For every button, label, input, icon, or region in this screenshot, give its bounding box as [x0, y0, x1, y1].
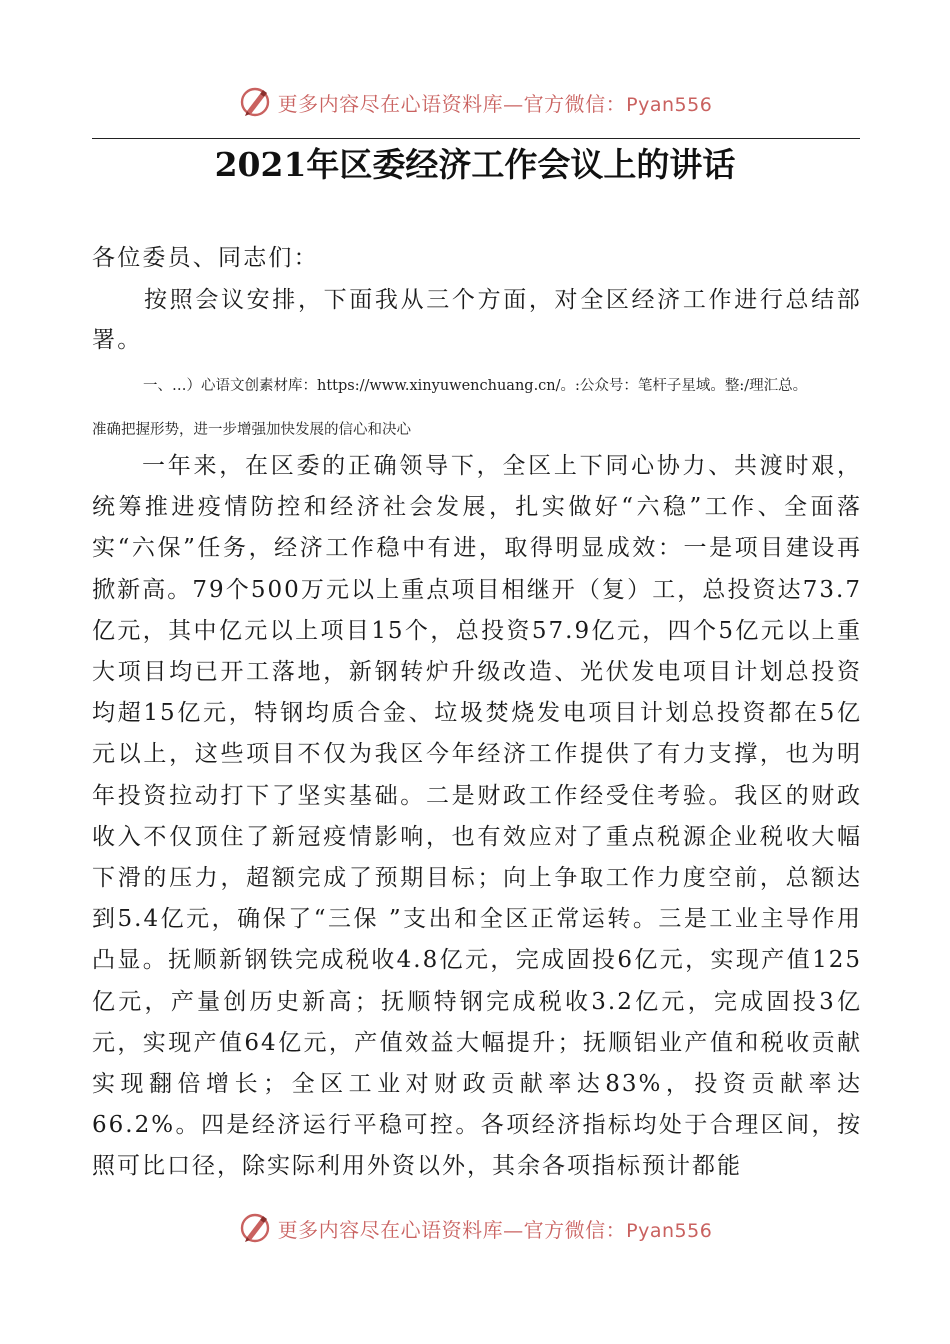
document-title: 2021年区委经济工作会议上的讲话 — [214, 145, 736, 184]
section-heading: 准确把握形势，进一步增强加快发展的信心和决心 — [92, 422, 411, 438]
banner-text-cn: 更多内容尽在心语资料库—官方微信： — [277, 1217, 627, 1242]
footer-banner — [0, 1208, 950, 1248]
header-banner — [0, 82, 950, 122]
banner-text-cn: 更多内容尽在心语资料库—官方微信： — [277, 91, 627, 116]
greeting: 各位委员、同志们： — [92, 245, 319, 271]
banner-text — [278, 1214, 713, 1243]
intro-paragraph: 按照会议安排，下面我从三个方面，对全区经济工作进行总结部署。 — [92, 287, 862, 353]
pen-logo-icon — [238, 1211, 272, 1245]
body-paragraph: 一年来，在区委的正确领导下，全区上下同心协力、共渡时艰，统筹推进疫情防控和经济社会发展，扎实做好“六稳”工作、全面落实“六保”任务，经济工作稳中有进，取得明显成效：一是项目建设再掀新高。79个500万元以上重点项目相继开（复）工，总投资达73.7亿元，其中亿元以上项目15个，总投资57.9亿元，四个5亿元以上重大项目均已开工落地，新钢转炉升级改造、光伏发电项目计划总投资均超15亿元，特钢均质合金、垃圾焚烧发电项目计划总投资都在5亿元以上，这些项目不仅为我区今年经济工作提供了有力支撑，也为明年投资拉动打下了坚实基础。二是财政工作经受住考验。我区的财政收入不仅顶住了新冠疫情影响，也有效应对了重点税源企业税收大幅下滑的压力，超额完成了预期目标；向上争取工作力度空前，总额达到5.4亿元，确保了“三保 ”支出和全区正常运转。三是工业主导作用凸显。抚顺新钢铁完成税收4.8亿元，完成固投6亿元，实现产值125亿元，产量创历史新高；抚顺特钢完成税收3.2亿元，完成固投3亿元，实现产值64亿元，产值效益大幅提升；抚顺铝业产值和税收贡献实现翻倍增长；全区工业对财政贡献率达83%，投资贡献率达66.2%。四是经济运行平稳可控。各项经济指标均处于合理区间，按照可比口径，除实际利用外资以外，其余各项指标预计都能 — [92, 453, 862, 1180]
header-rule — [92, 138, 860, 139]
banner-wechat-id: Pyan556 — [626, 93, 713, 116]
banner-wechat-id: Pyan556 — [626, 1219, 713, 1242]
banner-text — [278, 88, 713, 117]
pen-logo-icon — [238, 85, 272, 119]
source-note: 一、…）心语文创素材库：https://www.xinyuwenchuang.cn/。:公众号：笔杆子星域。整:/理汇总。 — [143, 378, 808, 394]
